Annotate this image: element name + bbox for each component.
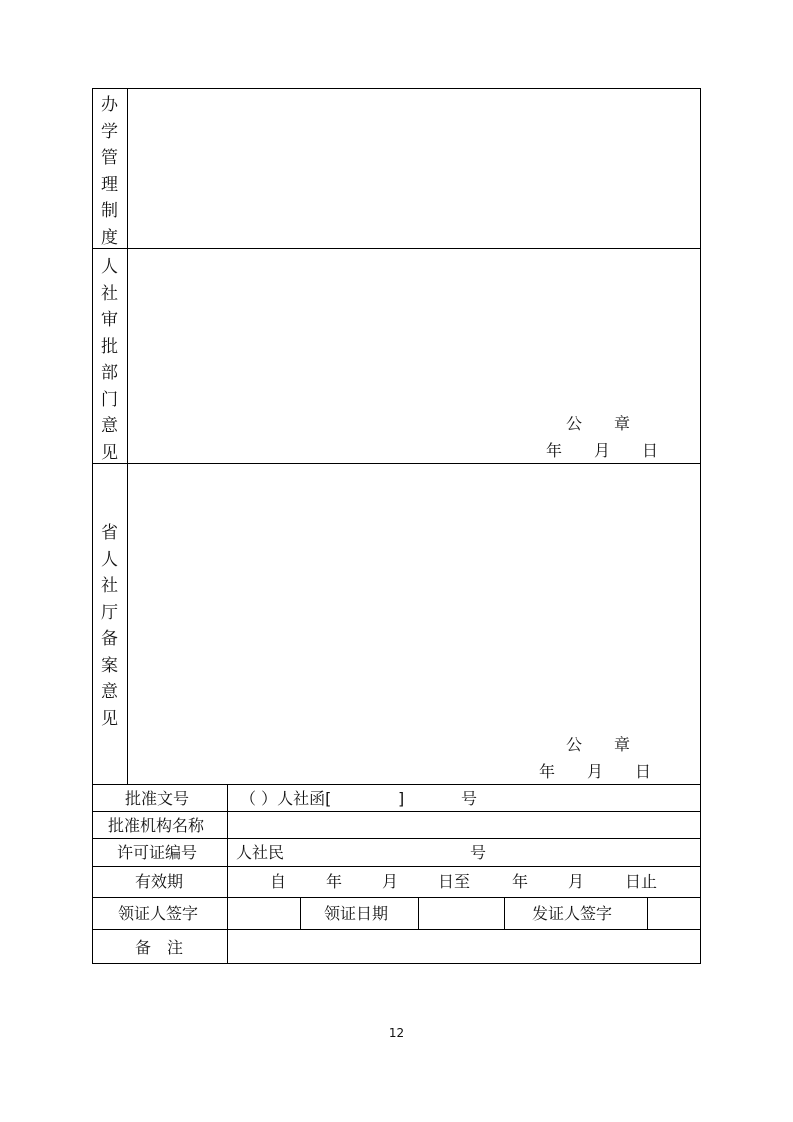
issuer-signature-field[interactable] [648,898,700,929]
validity-label: 有效期 [135,872,184,891]
receive-date-label: 领证日期 [324,904,389,923]
divider [300,897,301,929]
hrss-date-label: 年 月 日 [546,441,659,460]
validity-year-2: 年 [512,872,529,891]
label-char: 意 [101,416,118,436]
label-char: 学 [101,121,118,142]
management-system-label [92,92,127,251]
label-char: 度 [101,227,118,248]
approval-doc-no-label: 批准文号 [125,789,190,808]
hrss-review-label [92,254,127,466]
approval-doc-no-prefix: （ ）人社函[ [240,789,332,808]
receiver-signature-label: 领证人签字 [118,904,199,923]
label-char: 审 [101,310,118,330]
hrss-seal-label: 公 章 [566,414,631,433]
license-no-label: 许可证编号 [117,843,198,862]
receiver-signature-field[interactable] [228,898,300,929]
label-char: 部 [101,363,118,383]
label-char: 社 [101,576,118,596]
validity-from: 自 [270,872,287,891]
label-char: 见 [101,708,118,729]
license-no-field[interactable] [228,839,700,866]
remarks-field[interactable] [228,930,700,963]
validity-month-2: 月 [568,872,585,891]
label-char: 办 [101,95,118,115]
label-char: 管 [101,148,118,168]
approval-org-field[interactable] [232,816,698,836]
validity-day-end: 日止 [625,872,658,891]
divider [92,811,701,812]
label-char: 制 [101,201,118,221]
approval-doc-no-field[interactable] [228,785,700,811]
page-number: 12 [388,1026,405,1040]
label-char: 理 [101,174,118,195]
label-char: 备 [101,629,118,649]
label-char: 省 [101,523,118,543]
validity-day-to: 日至 [438,872,471,891]
issuer-signature-label: 发证人签字 [532,904,613,923]
approval-doc-no-bracket: ] [398,789,405,808]
divider [92,897,701,898]
label-char: 见 [101,442,118,463]
label-char: 批 [101,336,118,357]
label-char: 人 [101,549,118,570]
validity-year-1: 年 [326,872,343,891]
province-seal-label: 公 章 [566,735,631,754]
divider [92,866,701,867]
validity-month-1: 月 [382,872,399,891]
approval-org-label: 批准机构名称 [108,816,205,835]
license-no-prefix: 人社民 [236,843,285,862]
divider [504,897,505,929]
label-char: 社 [101,283,118,304]
province-date-label: 年 月 日 [539,762,652,781]
receive-date-field[interactable] [419,898,504,929]
label-char: 门 [101,389,118,410]
label-char: 人 [101,257,118,277]
license-no-suffix: 号 [470,843,487,862]
label-char: 案 [101,655,118,676]
label-char: 意 [101,682,118,702]
remarks-label: 备 注 [135,938,184,957]
approval-doc-no-suffix: 号 [461,789,478,808]
label-char: 厅 [101,602,118,623]
management-system-field[interactable] [128,89,700,248]
province-filing-label [92,520,127,732]
